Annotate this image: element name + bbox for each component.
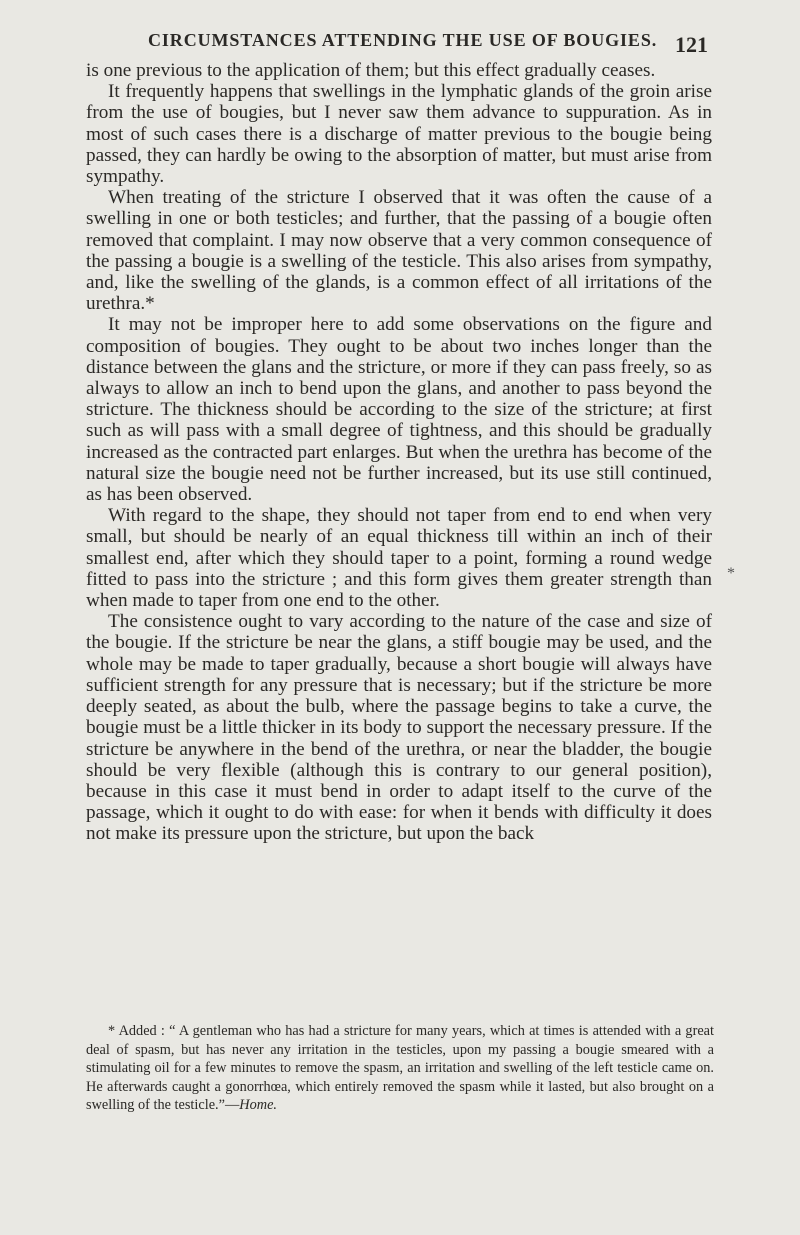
footnote: [86, 1022, 714, 1115]
paragraph-figure-of-bougies: It may not be improper here to add some observations on the figure and composition of bougies. They ought to be about two inches longer than the distance between the glans and the stricture, or more if they can pass freely, so as always to allow an inch to bend upon the glans, and another to pass beyond the stricture. The thickness should be according to the size of the stricture; at first such as will pass with a small degree of tightness, and this should be gradually increased as the contracted part enlarges. But when the urethra has become of the natural size the bougie need not be further increased, but its use still continued, as has been observed.: [86, 314, 712, 506]
paragraph-shape-of-bougies: With regard to the shape, they should not taper from end to end when very small, but should be nearly of an equal thickness till within an inch of their smallest end, after which they should taper to a point, forming a round wedge fitted to pass into the stricture ; and this form gives them greater strength than when made to taper from one end to the other.: [86, 505, 712, 612]
page-number: 121: [675, 32, 708, 57]
running-head: [148, 30, 708, 60]
paragraph-consistence-of-bougies: The consistence ought to vary according to the nature of the case and size of the bougie. If the stricture be near the glans, a stiff bougie may be used, and the whole may be made to taper gradually, because a short bougie will always have sufficient strength for any pressure that is necessary; but if the stricture be more deeply seated, as about the bulb, where the passage begins to take a curve, the bougie must be a little thicker in its body to support the necessary pressure. If the stricture be anywhere in the bend of the urethra, or near the bladder, the bougie should be very flexible (although this is contrary to our general position), because in this case it must bend in order to adapt itself to the curve of the passage, which it ought to do with ease: for when it bends with difficulty it does not make its pressure upon the stricture, but upon the back: [86, 611, 712, 845]
body-text: [86, 60, 712, 845]
footnote-source: Home.: [239, 1097, 277, 1114]
footnote-text: * Added : “ A gentleman who has had a stricture for many years, which at times is attended with a great deal of spasm, but has never any irritation in the testicles, upon my passing a bougie smeared with a stimulating oil for a few minutes to remove the spasm, an irritation and swelling of the left testicle came on. He afterwards caught a gonorrhœa, which entirely removed the spasm while it lasted, but also brought on a swelling of the testicle.”—: [86, 1023, 714, 1114]
margin-mark: *: [727, 565, 735, 582]
running-head-title: CIRCUMSTANCES ATTENDING THE USE OF BOUGIES.: [148, 30, 658, 50]
paragraph-continued: is one previous to the application of them; but this effect gradually ceases.: [86, 60, 656, 81]
paragraph-lymphatic-glands: It frequently happens that swellings in the lymphatic glands of the groin arise from the use of bougies, but I never saw them advance to suppuration. As in most of such cases there is a discharge of matter previous to the bougie being passed, they can hardly be owing to the absorption of matter, but must arise from sympathy.: [86, 81, 712, 188]
paragraph-testicle-swelling: When treating of the stricture I observed that it was often the cause of a swelling in one or both testicles; and further, that the passing of a bougie often removed that complaint. I may now observe that a very common consequence of the passing a bougie is a swelling of the testicle. This also arises from sympathy, and, like the swelling of the glands, is a common effect of all irritations of the urethra.*: [86, 187, 712, 315]
